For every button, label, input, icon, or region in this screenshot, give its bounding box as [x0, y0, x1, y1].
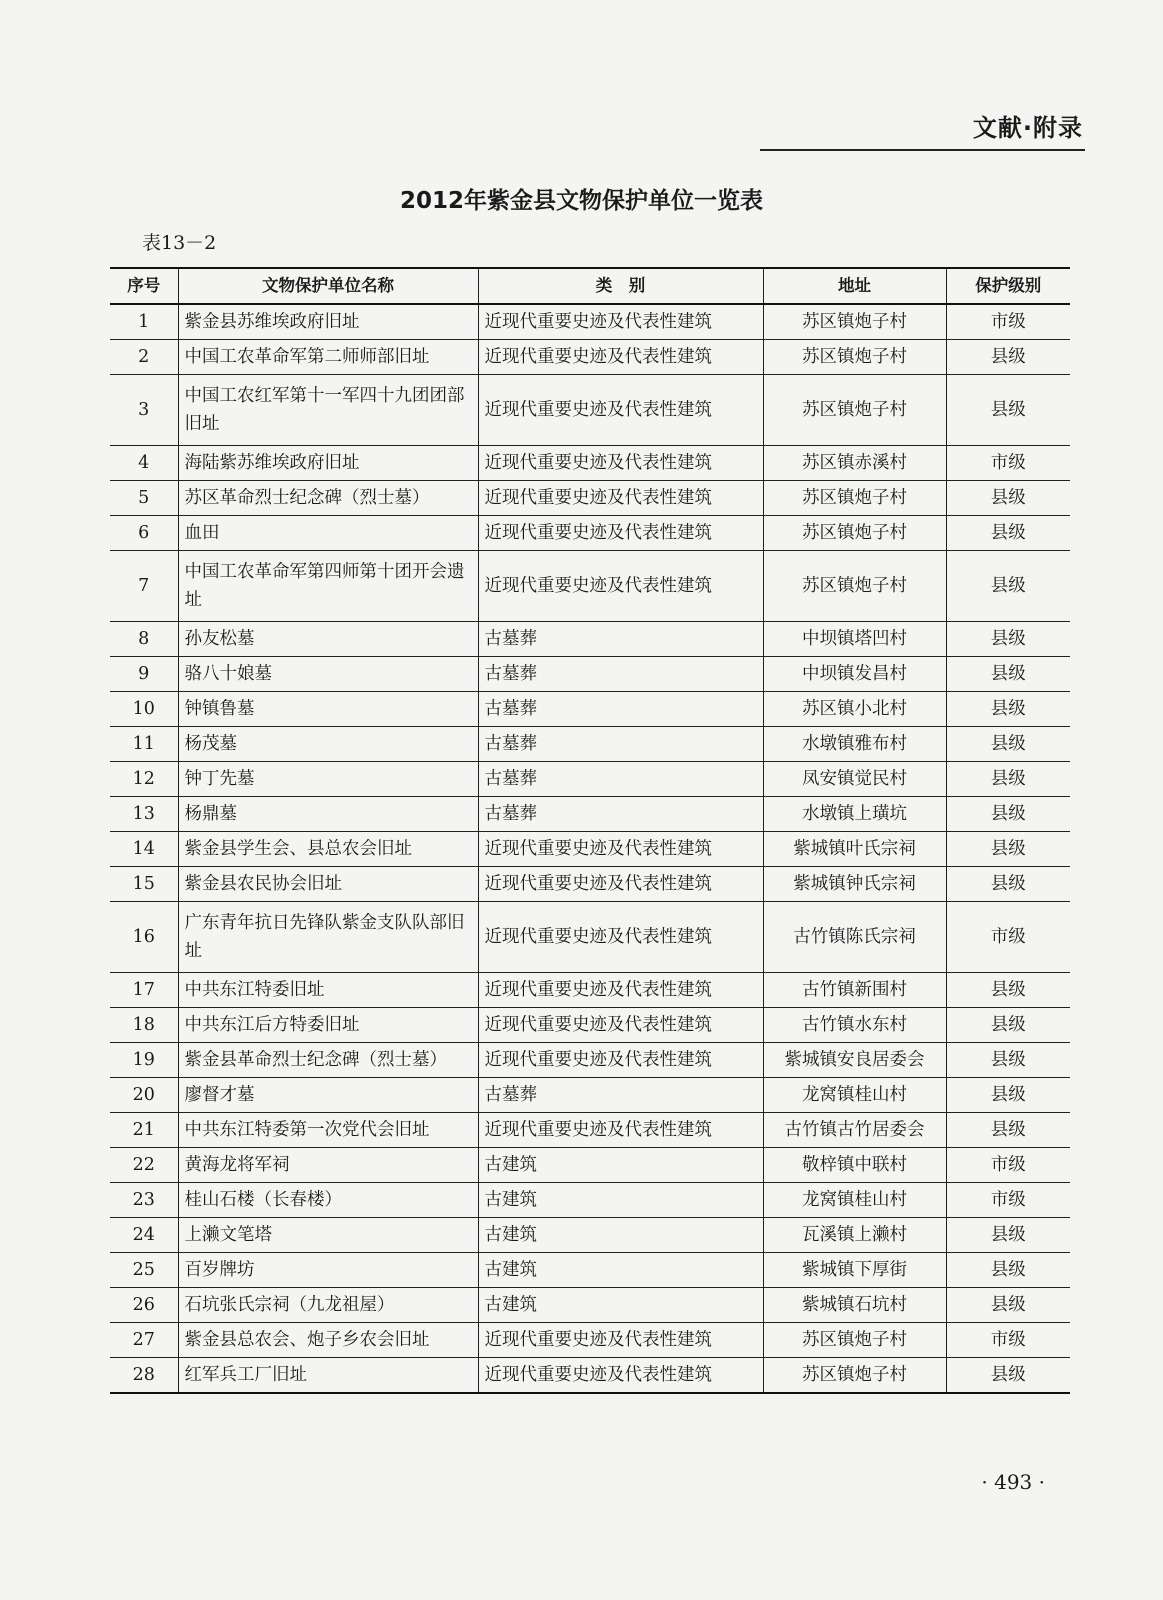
- table-row: [110, 1358, 1070, 1394]
- site-name: 海陆紫苏维埃政府旧址: [178, 446, 478, 481]
- site-name: 中国工农革命军第四师第十团开会遗址: [178, 551, 478, 622]
- site-category: 近现代重要史迹及代表性建筑: [478, 516, 763, 551]
- site-address: 龙窝镇桂山村: [763, 1183, 946, 1218]
- site-category: 近现代重要史迹及代表性建筑: [478, 832, 763, 867]
- site-category: 近现代重要史迹及代表性建筑: [478, 1113, 763, 1148]
- row-number: 22: [110, 1148, 178, 1183]
- site-name: 上濑文笔塔: [178, 1218, 478, 1253]
- row-number: 23: [110, 1183, 178, 1218]
- protection-level: 市级: [946, 446, 1070, 481]
- table-row: [110, 973, 1070, 1008]
- protection-level: 县级: [946, 340, 1070, 375]
- table-row: [110, 657, 1070, 692]
- site-category: 近现代重要史迹及代表性建筑: [478, 340, 763, 375]
- table-row: [110, 1323, 1070, 1358]
- site-address: 水墩镇雅布村: [763, 727, 946, 762]
- site-address: 苏区镇炮子村: [763, 1358, 946, 1394]
- table-label: 表13－2: [142, 232, 217, 254]
- row-number: 7: [110, 551, 178, 622]
- site-name: 钟镇鲁墓: [178, 692, 478, 727]
- table-row: [110, 727, 1070, 762]
- site-address: 苏区镇炮子村: [763, 481, 946, 516]
- protection-level: 县级: [946, 692, 1070, 727]
- site-name: 中共东江后方特委旧址: [178, 1008, 478, 1043]
- site-address: 紫城镇叶氏宗祠: [763, 832, 946, 867]
- column-header-category: 类 别: [478, 268, 763, 304]
- site-address: 苏区镇炮子村: [763, 551, 946, 622]
- site-category: 古墓葬: [478, 657, 763, 692]
- site-address: 中坝镇发昌村: [763, 657, 946, 692]
- row-number: 8: [110, 622, 178, 657]
- site-category: 近现代重要史迹及代表性建筑: [478, 1323, 763, 1358]
- column-header-address: 地址: [763, 268, 946, 304]
- protection-level: 县级: [946, 1008, 1070, 1043]
- table-header-row: [110, 268, 1070, 304]
- site-name: 紫金县学生会、县总农会旧址: [178, 832, 478, 867]
- protection-level: 市级: [946, 902, 1070, 973]
- row-number: 24: [110, 1218, 178, 1253]
- site-name: 孙友松墓: [178, 622, 478, 657]
- header-rule: [760, 149, 1085, 151]
- site-category: 古建筑: [478, 1253, 763, 1288]
- site-address: 古竹镇古竹居委会: [763, 1113, 946, 1148]
- protection-level: 市级: [946, 1323, 1070, 1358]
- table-row: [110, 1288, 1070, 1323]
- site-category: 古建筑: [478, 1148, 763, 1183]
- table-row: [110, 832, 1070, 867]
- row-number: 3: [110, 375, 178, 446]
- row-number: 28: [110, 1358, 178, 1394]
- site-address: 古竹镇水东村: [763, 1008, 946, 1043]
- table-row: [110, 1113, 1070, 1148]
- protection-level: 市级: [946, 304, 1070, 340]
- row-number: 12: [110, 762, 178, 797]
- site-address: 苏区镇小北村: [763, 692, 946, 727]
- site-category: 古墓葬: [478, 692, 763, 727]
- row-number: 17: [110, 973, 178, 1008]
- row-number: 10: [110, 692, 178, 727]
- site-address: 水墩镇上璜坑: [763, 797, 946, 832]
- site-name: 百岁牌坊: [178, 1253, 478, 1288]
- page-title: 2012年紫金县文物保护单位一览表: [399, 188, 763, 214]
- row-number: 9: [110, 657, 178, 692]
- page-number: · 493 ·: [981, 1470, 1045, 1494]
- table-row: [110, 762, 1070, 797]
- protection-level: 县级: [946, 797, 1070, 832]
- protection-level: 县级: [946, 832, 1070, 867]
- site-category: 近现代重要史迹及代表性建筑: [478, 1043, 763, 1078]
- protection-level: 县级: [946, 727, 1070, 762]
- table-row: [110, 1043, 1070, 1078]
- site-address: 苏区镇炮子村: [763, 516, 946, 551]
- site-address: 苏区镇炮子村: [763, 304, 946, 340]
- site-category: 近现代重要史迹及代表性建筑: [478, 1358, 763, 1394]
- site-name: 紫金县革命烈士纪念碑（烈士墓）: [178, 1043, 478, 1078]
- site-name: 苏区革命烈士纪念碑（烈士墓）: [178, 481, 478, 516]
- site-name: 紫金县总农会、炮子乡农会旧址: [178, 1323, 478, 1358]
- table-row: [110, 516, 1070, 551]
- site-name: 杨鼎墓: [178, 797, 478, 832]
- protection-level: 县级: [946, 1218, 1070, 1253]
- heritage-table: [110, 267, 1070, 1394]
- table-row: [110, 1148, 1070, 1183]
- protection-level: 县级: [946, 375, 1070, 446]
- row-number: 11: [110, 727, 178, 762]
- site-address: 苏区镇炮子村: [763, 1323, 946, 1358]
- site-address: 凤安镇觉民村: [763, 762, 946, 797]
- site-address: 紫城镇石坑村: [763, 1288, 946, 1323]
- site-name: 血田: [178, 516, 478, 551]
- table-row: [110, 375, 1070, 446]
- site-address: 中坝镇塔凹村: [763, 622, 946, 657]
- table-row: [110, 304, 1070, 340]
- site-address: 苏区镇炮子村: [763, 375, 946, 446]
- column-header-name: 文物保护单位名称: [178, 268, 478, 304]
- row-number: 2: [110, 340, 178, 375]
- protection-level: 县级: [946, 481, 1070, 516]
- site-name: 廖督才墓: [178, 1078, 478, 1113]
- site-name: 红军兵工厂旧址: [178, 1358, 478, 1394]
- table-row: [110, 867, 1070, 902]
- row-number: 14: [110, 832, 178, 867]
- row-number: 21: [110, 1113, 178, 1148]
- site-address: 苏区镇赤溪村: [763, 446, 946, 481]
- table-row: [110, 622, 1070, 657]
- site-category: 近现代重要史迹及代表性建筑: [478, 867, 763, 902]
- column-header-level: 保护级别: [946, 268, 1070, 304]
- site-category: 近现代重要史迹及代表性建筑: [478, 973, 763, 1008]
- protection-level: 县级: [946, 551, 1070, 622]
- row-number: 5: [110, 481, 178, 516]
- table-row: [110, 551, 1070, 622]
- site-address: 瓦溪镇上濑村: [763, 1218, 946, 1253]
- row-number: 19: [110, 1043, 178, 1078]
- site-category: 近现代重要史迹及代表性建筑: [478, 902, 763, 973]
- site-category: 近现代重要史迹及代表性建筑: [478, 304, 763, 340]
- protection-level: 县级: [946, 1113, 1070, 1148]
- protection-level: 县级: [946, 867, 1070, 902]
- table-row: [110, 1253, 1070, 1288]
- site-address: 龙窝镇桂山村: [763, 1078, 946, 1113]
- site-address: 古竹镇新围村: [763, 973, 946, 1008]
- table-row: [110, 902, 1070, 973]
- row-number: 6: [110, 516, 178, 551]
- row-number: 26: [110, 1288, 178, 1323]
- table-row: [110, 692, 1070, 727]
- site-category: 古建筑: [478, 1288, 763, 1323]
- site-name: 桂山石楼（长春楼）: [178, 1183, 478, 1218]
- site-name: 中共东江特委第一次党代会旧址: [178, 1113, 478, 1148]
- site-address: 紫城镇钟氏宗祠: [763, 867, 946, 902]
- table-row: [110, 1008, 1070, 1043]
- site-name: 骆八十娘墓: [178, 657, 478, 692]
- table-row: [110, 340, 1070, 375]
- row-number: 25: [110, 1253, 178, 1288]
- protection-level: 县级: [946, 622, 1070, 657]
- protection-level: 市级: [946, 1183, 1070, 1218]
- row-number: 1: [110, 304, 178, 340]
- row-number: 16: [110, 902, 178, 973]
- site-name: 中国工农革命军第二师师部旧址: [178, 340, 478, 375]
- protection-level: 市级: [946, 1148, 1070, 1183]
- column-header-no: 序号: [110, 268, 178, 304]
- row-number: 18: [110, 1008, 178, 1043]
- protection-level: 县级: [946, 1358, 1070, 1394]
- site-category: 古墓葬: [478, 762, 763, 797]
- protection-level: 县级: [946, 1253, 1070, 1288]
- section-header: 文献·附录: [972, 114, 1083, 142]
- protection-level: 县级: [946, 516, 1070, 551]
- row-number: 20: [110, 1078, 178, 1113]
- site-address: 苏区镇炮子村: [763, 340, 946, 375]
- protection-level: 县级: [946, 657, 1070, 692]
- site-category: 古墓葬: [478, 1078, 763, 1113]
- table-body: [110, 304, 1070, 1393]
- table-row: [110, 797, 1070, 832]
- site-address: 紫城镇下厚街: [763, 1253, 946, 1288]
- table-row: [110, 446, 1070, 481]
- table-row: [110, 1183, 1070, 1218]
- row-number: 27: [110, 1323, 178, 1358]
- protection-level: 县级: [946, 973, 1070, 1008]
- site-category: 近现代重要史迹及代表性建筑: [478, 375, 763, 446]
- protection-level: 县级: [946, 1043, 1070, 1078]
- site-name: 杨茂墓: [178, 727, 478, 762]
- site-category: 古建筑: [478, 1183, 763, 1218]
- row-number: 4: [110, 446, 178, 481]
- site-category: 古墓葬: [478, 727, 763, 762]
- site-category: 近现代重要史迹及代表性建筑: [478, 551, 763, 622]
- site-category: 古墓葬: [478, 797, 763, 832]
- site-address: 敬梓镇中联村: [763, 1148, 946, 1183]
- site-address: 紫城镇安良居委会: [763, 1043, 946, 1078]
- table-row: [110, 1218, 1070, 1253]
- site-name: 中共东江特委旧址: [178, 973, 478, 1008]
- site-category: 古墓葬: [478, 622, 763, 657]
- row-number: 13: [110, 797, 178, 832]
- site-name: 广东青年抗日先锋队紫金支队队部旧址: [178, 902, 478, 973]
- site-category: 古建筑: [478, 1218, 763, 1253]
- site-name: 黄海龙将军祠: [178, 1148, 478, 1183]
- site-category: 近现代重要史迹及代表性建筑: [478, 481, 763, 516]
- site-category: 近现代重要史迹及代表性建筑: [478, 1008, 763, 1043]
- protection-level: 县级: [946, 762, 1070, 797]
- site-name: 石坑张氏宗祠（九龙祖屋）: [178, 1288, 478, 1323]
- protection-level: 县级: [946, 1078, 1070, 1113]
- site-address: 古竹镇陈氏宗祠: [763, 902, 946, 973]
- table-row: [110, 1078, 1070, 1113]
- row-number: 15: [110, 867, 178, 902]
- site-name: 紫金县农民协会旧址: [178, 867, 478, 902]
- site-name: 紫金县苏维埃政府旧址: [178, 304, 478, 340]
- site-category: 近现代重要史迹及代表性建筑: [478, 446, 763, 481]
- site-name: 钟丁先墓: [178, 762, 478, 797]
- protection-level: 县级: [946, 1288, 1070, 1323]
- table-row: [110, 481, 1070, 516]
- site-name: 中国工农红军第十一军四十九团团部旧址: [178, 375, 478, 446]
